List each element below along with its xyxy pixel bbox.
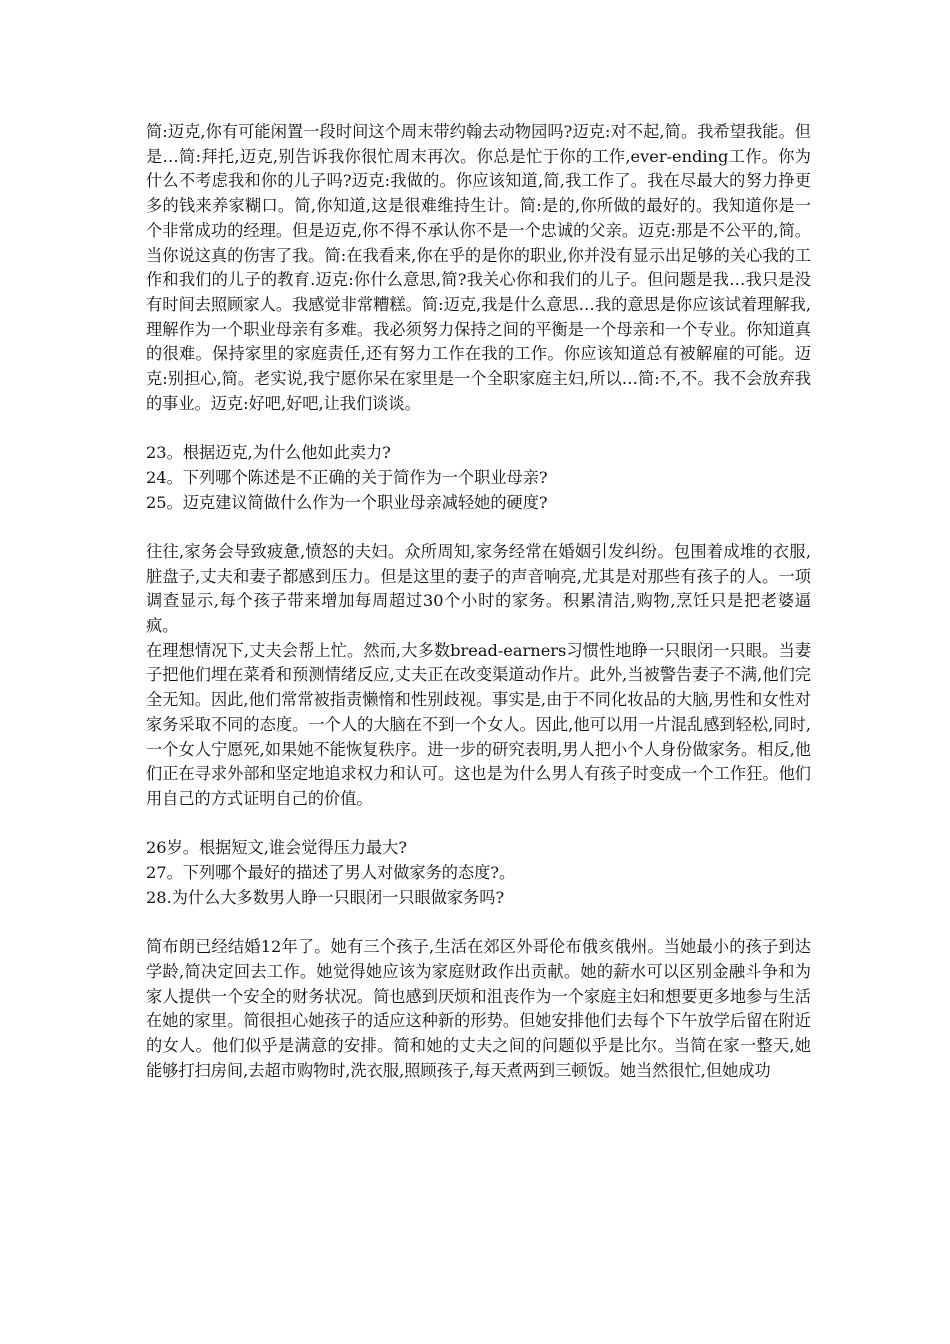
paragraph-spacer [146,812,811,837]
question-27: 27。下列哪个最好的描述了男人对做家务的态度?。 [146,863,516,883]
question-24: 24。下列哪个陈述是不正确的关于简作为一个职业母亲? [146,467,548,487]
paragraph-spacer [146,910,811,935]
question-28: 28.为什么大多数男人睁一只眼闭一只眼做家务吗? [146,887,505,907]
passage-jane-brown: 简布朗已经结婚12年了。她有三个孩子,生活在郊区外哥伦布俄亥俄州。当她最小的孩子到达学龄,简决定回去工作。她觉得她应该为家庭财政作出贡献。她的薪水可以区别金融斗争和为家人提供一个安全的财务状况。简也感到厌烦和沮丧作为一个家庭主妇和想要更多地参与生活在她的家里。简很担心她孩子的适应这种新的形势。但她安排他们去每个下午放学后留在附近的女人。他们似乎是满意的安排。简和她的丈夫之间的问题似乎是比尔。当简在家一整天,她能够打扫房间,去超市购物时,洗衣服,照顾孩子,每天煮两到三顿饭。她当然很忙,但她成功 [146,937,811,1080]
paragraph-spacer [146,515,811,540]
document-page [146,120,811,1083]
passage-housework-body: 在理想情况下,丈夫会帮上忙。然而,大多数bread-earners习惯性地睁一只眼闭一只眼。当妻子把他们埋在菜肴和预测情绪反应,丈夫正在改变渠道动作片。此外,当被警告妻子不满,他们完全无知。因此,他们常常被指责懒惰和性别歧视。事实是,由于不同化妆品的大脑,男性和女性对家务采取不同的态度。一个人的大脑在不到一个女人。因此,他可以用一片混乱感到轻松,同时,一个女人宁愿死,如果她不能恢复秩序。进一步的研究表明,男人把小个人身份做家务。相反,他们正在寻求外部和坚定地追求权力和认可。这也是为什么男人有孩子时变成一个工作狂。他们用自己的方式证明自己的价值。 [146,640,811,808]
paragraph-spacer [146,416,811,441]
passage-housework-intro: 往往,家务会导致疲惫,愤怒的夫妇。众所周知,家务经常在婚姻引发纠纷。包围着成堆的衣服,脏盘子,丈夫和妻子都感到压力。但是这里的妻子的声音响亮,尤其是对那些有孩子的人。一项调查显示,每个孩子带来增加每周超过30个小时的家务。积累清洁,购物,烹饪只是把老婆逼疯。 [146,541,811,636]
passage-dialogue: 简:迈克,你有可能闲置一段时间这个周末带约翰去动物园吗?迈克:对不起,简。我希望我能。但是…简:拜托,迈克,别告诉我你很忙周末再次。你总是忙于你的工作,ever-ending工作。你为什么不考虑我和你的儿子吗?迈克:我做的。你应该知道,简,我工作了。我在尽最大的努力挣更多的钱来养家糊口。简,你知道,这是很难维持生计。简:是的,你所做的最好的。我知道你是一个非常成功的经理。但是迈克,你不得不承认你不是一个忠诚的父亲。迈克:那是不公平的,简。当你说这真的伤害了我。简:在我看来,你在乎的是你的职业,你并没有显示出足够的关心我的工作和我们的儿子的教育.迈克:你什么意思,简?我关心你和我们的儿子。但问题是我…我只是没有时间去照顾家人。我感觉非常糟糕。简:迈克,我是什么意思…我的意思是你应该试着理解我,理解作为一个职业母亲有多难。我必须努力保持之间的平衡是一个母亲和一个专业。你知道真的很难。保持家里的家庭责任,还有努力工作在我的工作。你应该知道总有被解雇的可能。迈克:别担心,简。老实说,我宁愿你呆在家里是一个全职家庭主妇,所以…简:不,不。我不会放弃我的事业。迈克:好吧,好吧,让我们谈谈。 [146,122,811,413]
question-23: 23。根据迈克,为什么他如此卖力? [146,443,391,463]
question-26: 26岁。根据短文,谁会觉得压力最大? [146,838,408,858]
question-25: 25。迈克建议简做什么作为一个职业母亲减轻她的硬度? [146,492,548,512]
